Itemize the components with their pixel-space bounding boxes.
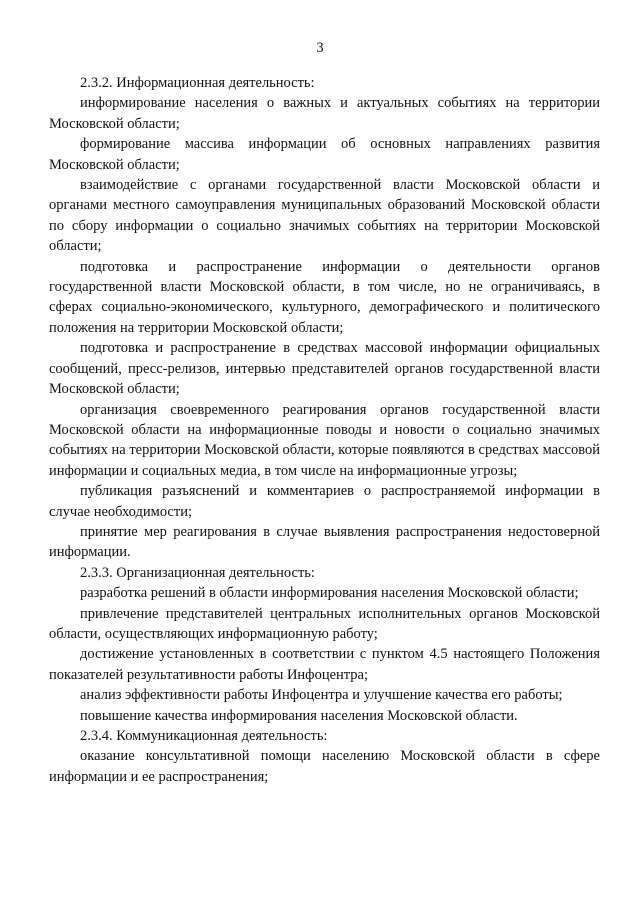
list-item: подготовка и распространение информации о деятельности органов государственной власти Московской области, в том числе, но не ограничиваясь, в сферах социально-экономического, культурного, демографического и политического положения на территории Московской области;	[49, 258, 600, 336]
list-item: публикация разъяснений и комментариев о распространяемой информации в случае необходимости;	[49, 483, 600, 520]
list-item: разработка решений в области информирования населения Московской области;	[80, 585, 579, 602]
list-item: организация своевременного реагирования органов государственной власти Московской области на информационные поводы и новости о социально значимых событиях на территории Московской области, которые появляются в средствах массовой информации и социальных медиа, в том числе на информационные угрозы;	[49, 401, 600, 479]
list-item: достижение установленных в соответствии с пунктом 4.5 настоящего Положения показателей результативности работы Инфоцентра;	[49, 646, 600, 683]
page-number: 3	[316, 40, 324, 56]
list-item: принятие мер реагирования в случае выявления распространения недостоверной информации.	[49, 523, 600, 561]
section-heading-2-3-3: 2.3.3. Организационная деятельность:	[80, 564, 315, 581]
list-item: информирование населения о важных и актуальных событиях на территории Московской области;	[49, 95, 600, 132]
list-item: оказание консультативной помощи населению Московской области в сфере информации и ее распространения;	[49, 748, 600, 785]
list-item: подготовка и распространение в средствах массовой информации официальных сообщений, пресс-релизов, интервью представителей органов государственной власти Московской области;	[49, 340, 600, 398]
section-heading-2-3-4: 2.3.4. Коммуникационная деятельность:	[80, 728, 328, 744]
list-item: привлечение представителей центральных исполнительных органов Московской области, осуществляющих информационную работу;	[49, 605, 600, 642]
list-item: повышение качества информирования населения Московской области.	[80, 707, 518, 724]
list-item: формирование массива информации об основных направлениях развития Московской области;	[49, 136, 600, 173]
list-item: взаимодействие с органами государственной власти Московской области и органами местного самоуправления муниципальных образований Московской области по сбору информации о социально значимых событиях на территории Московской области;	[49, 177, 600, 255]
list-item: анализ эффективности работы Инфоцентра и улучшение качества его работы;	[80, 687, 563, 704]
document-body	[49, 73, 600, 787]
section-heading-2-3-2: 2.3.2. Информационная деятельность:	[80, 75, 315, 91]
